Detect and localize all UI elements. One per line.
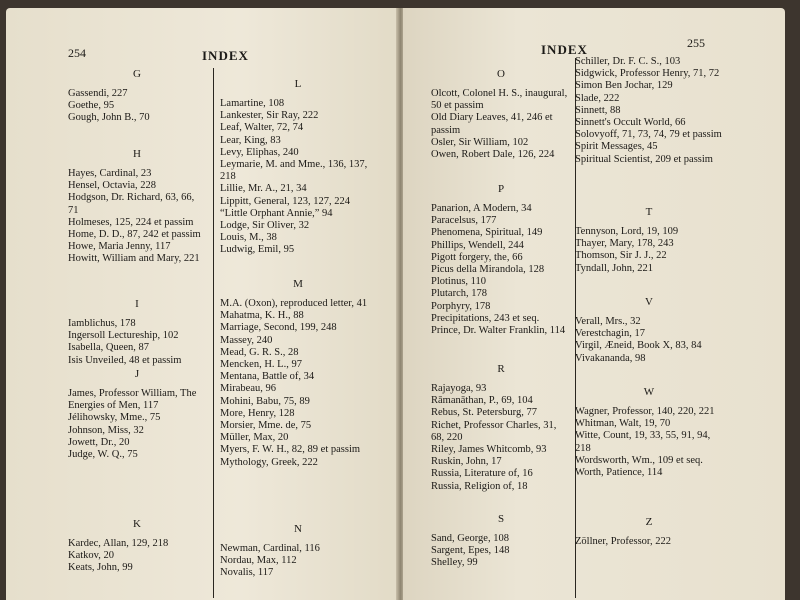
section-letter: M — [293, 278, 303, 290]
index-entry: Newman, Cardinal, 116 — [220, 543, 320, 554]
index-entry: Mencken, H. L., 97 — [220, 359, 302, 371]
index-entry: Owen, Robert Dale, 126, 224 — [431, 149, 555, 161]
index-section — [220, 278, 376, 469]
index-section — [431, 363, 571, 493]
index-entry: Lankester, Sir Ray, 222 — [220, 110, 319, 122]
index-entry: Zöllner, Professor, 222 — [575, 536, 671, 547]
index-entry: Rebus, St. Petersburg, 77 — [431, 407, 537, 419]
index-entry: Holmeses, 125, 224 et passim — [68, 216, 194, 228]
index-section — [68, 368, 206, 461]
index-entry: Louis, M., 38 — [220, 232, 277, 244]
index-entry: Russia, Religion of, 18 — [431, 480, 528, 492]
index-entry: Sinnett, 88 — [575, 104, 621, 116]
index-entry: Plutarch, 178 — [431, 288, 487, 300]
index-entry: Keats, John, 99 — [68, 562, 133, 574]
index-entry: Thayer, Mary, 178, 243 — [575, 238, 674, 250]
index-entry: Leymarie, M. and Mme., 136, 137, 218 — [220, 159, 368, 183]
index-entry: Howitt, William and Mary, 221 — [68, 253, 200, 265]
index-entry: Johnson, Miss, 32 — [68, 424, 144, 436]
section-letter: G — [133, 68, 141, 80]
index-entry: Olcott, Colonel H. S., inaugural, 50 et passim — [431, 88, 568, 112]
index-entry: Iamblichus, 178 — [68, 318, 136, 329]
index-entry: Novalis, 117 — [220, 567, 274, 579]
index-entry: Phenomena, Spiritual, 149 — [431, 227, 543, 239]
index-entry: Lodge, Sir Oliver, 32 — [220, 220, 310, 232]
index-entry: Russia, Literature of, 16 — [431, 468, 533, 480]
index-entry: “Little Orphant Annie,” 94 — [220, 207, 333, 219]
column-right-2 — [575, 56, 723, 600]
section-letter: P — [497, 183, 505, 195]
index-section — [575, 56, 723, 166]
index-entry: Mahatma, K. H., 88 — [220, 310, 304, 322]
index-entry: Mentana, Battle of, 34 — [220, 371, 315, 383]
index-entry: M.A. (Oxon), reproduced letter, 41 — [220, 298, 368, 309]
index-entry: Lamartine, 108 — [220, 98, 285, 109]
index-entry: Porphyry, 178 — [431, 300, 491, 312]
index-entry: Picus della Mirandola, 128 — [431, 264, 545, 276]
column-left-1 — [68, 68, 206, 600]
page-number-left: 254 — [68, 46, 86, 60]
section-letter: J — [134, 368, 140, 380]
index-entry: Myers, F. W. H., 82, 89 et passim — [220, 444, 361, 456]
index-entry: Hayes, Cardinal, 23 — [68, 168, 152, 179]
index-entry: Witte, Count, 19, 33, 55, 91, 94, 218 — [575, 430, 711, 454]
index-entry: Katkov, 20 — [68, 550, 114, 562]
section-letter: Z — [645, 516, 653, 528]
index-entry: Sinnett's Occult World, 66 — [575, 117, 686, 129]
index-entry: Verestchagin, 17 — [575, 328, 645, 340]
index-entry: Paracelsus, 177 — [431, 215, 497, 227]
index-entry: Wordsworth, Wm., 109 et seq. — [575, 454, 703, 466]
index-section — [575, 206, 723, 275]
index-section — [68, 298, 206, 367]
index-entry: Leaf, Walter, 72, 74 — [220, 122, 304, 134]
section-letter: W — [643, 386, 655, 398]
index-section — [431, 513, 571, 570]
index-entry: Rāmanāthan, P., 69, 104 — [431, 395, 533, 407]
index-entry: Sand, George, 108 — [431, 533, 509, 544]
page-header-left: INDEX — [202, 48, 249, 63]
index-entry: Gough, John B., 70 — [68, 112, 150, 124]
index-entry: Phillips, Wendell, 244 — [431, 239, 524, 251]
index-entry: Mirabeau, 96 — [220, 383, 276, 395]
index-entry: Levy, Eliphas, 240 — [220, 146, 299, 158]
index-entry: Solovyoff, 71, 73, 74, 79 et passim — [575, 129, 722, 141]
column-left-2 — [220, 68, 376, 600]
index-entry: Richet, Professor Charles, 31, 68, 220 — [431, 419, 557, 443]
index-section — [575, 516, 723, 548]
index-entry: Judge, W. Q., 75 — [68, 449, 138, 461]
index-entry: Riley, James Whitcomb, 93 — [431, 444, 547, 456]
index-entry: Hensel, Octavia, 228 — [68, 180, 157, 192]
index-section — [431, 183, 571, 337]
page-number-right: 255 — [687, 36, 705, 50]
index-entry: Slade, 222 — [575, 92, 620, 104]
section-letter: H — [133, 148, 141, 160]
index-entry: Old Diary Leaves, 41, 246 et passim — [431, 112, 553, 136]
index-entry: Howe, Maria Jenny, 117 — [68, 241, 171, 253]
index-entry: Simon Ben Jochar, 129 — [575, 80, 673, 92]
section-letter: R — [497, 363, 505, 375]
index-entry: Whitman, Walt, 19, 70 — [575, 418, 671, 430]
index-section — [220, 78, 376, 257]
index-entry: Tennyson, Lord, 19, 109 — [575, 226, 679, 237]
index-entry: Morsier, Mme. de, 75 — [220, 420, 312, 432]
index-entry: Hodgson, Dr. Richard, 63, 66, 71 — [68, 192, 195, 216]
index-entry: Marriage, Second, 199, 248 — [220, 322, 337, 334]
section-letter: O — [497, 68, 505, 80]
index-entry: Wagner, Professor, 140, 220, 221 — [575, 406, 715, 417]
section-letter: T — [645, 206, 653, 218]
left-page — [6, 8, 398, 600]
index-entry: Sidgwick, Professor Henry, 71, 72 — [575, 68, 720, 80]
index-entry: Prince, Dr. Walter Franklin, 114 — [431, 325, 566, 337]
right-page — [403, 8, 785, 600]
index-entry: Mead, G. R. S., 28 — [220, 346, 299, 358]
index-section — [575, 296, 723, 365]
index-entry: Virgil, Æneid, Book X, 83, 84 — [575, 340, 702, 352]
section-letter: N — [294, 523, 302, 535]
index-entry: Verall, Mrs., 32 — [575, 316, 641, 327]
column-right-1 — [431, 68, 571, 600]
index-section — [68, 148, 206, 266]
index-entry: Ingersoll Lectureship, 102 — [68, 330, 179, 342]
index-entry: Lillie, Mr. A., 21, 34 — [220, 183, 307, 195]
index-entry: Jowett, Dr., 20 — [68, 436, 130, 448]
index-entry: Sargent, Epes, 148 — [431, 545, 510, 557]
index-entry: Thomson, Sir J. J., 22 — [575, 250, 667, 262]
index-entry: Kardec, Allan, 129, 218 — [68, 538, 169, 549]
index-entry: Lippitt, General, 123, 127, 224 — [220, 195, 351, 207]
index-entry: Pigott forgery, the, 66 — [431, 251, 523, 263]
index-entry: Rajayoga, 93 — [431, 383, 487, 394]
index-entry: Tyndall, John, 221 — [575, 262, 654, 274]
index-entry: Spiritual Scientist, 209 et passim — [575, 153, 713, 165]
index-entry: Isabella, Queen, 87 — [68, 342, 150, 354]
index-entry: Gassendi, 227 — [68, 88, 128, 99]
section-letter: S — [497, 513, 505, 525]
index-entry: Isis Unveiled, 48 et passim — [68, 354, 182, 366]
index-entry: Lear, King, 83 — [220, 134, 281, 146]
section-letter: I — [135, 298, 139, 310]
index-entry: Mohini, Babu, 75, 89 — [220, 395, 310, 407]
index-section — [575, 386, 723, 479]
index-entry: Osler, Sir William, 102 — [431, 136, 529, 148]
index-entry: Jélihowsky, Mme., 75 — [68, 412, 161, 424]
index-entry: Spirit Messages, 45 — [575, 141, 658, 153]
index-entry: Nordau, Max, 112 — [220, 555, 297, 567]
index-entry: Schiller, Dr. F. C. S., 103 — [575, 56, 681, 67]
index-entry: Massey, 240 — [220, 334, 273, 346]
section-letter: K — [133, 518, 141, 530]
index-entry: Mythology, Greek, 222 — [220, 456, 318, 468]
index-entry: Shelley, 99 — [431, 557, 478, 569]
index-entry: Ludwig, Emil, 95 — [220, 244, 295, 256]
index-entry: Worth, Patience, 114 — [575, 467, 663, 479]
index-entry: James, Professor William, The Energies of Men, 117 — [68, 388, 197, 412]
column-divider — [213, 68, 214, 598]
index-entry: Plotinus, 110 — [431, 276, 487, 288]
index-entry: Goethe, 95 — [68, 100, 115, 112]
page-header-right: INDEX — [541, 42, 588, 57]
section-letter: V — [645, 296, 653, 308]
index-entry: More, Henry, 128 — [220, 407, 295, 419]
index-entry: Ruskin, John, 17 — [431, 456, 502, 468]
index-entry: Vivakananda, 98 — [575, 352, 646, 364]
index-entry: Panarion, A Modern, 34 — [431, 203, 532, 214]
index-section — [68, 518, 206, 575]
section-letter: L — [294, 78, 302, 90]
index-entry: Müller, Max, 20 — [220, 432, 289, 444]
index-section — [220, 523, 376, 580]
index-section — [431, 68, 571, 161]
index-entry: Home, D. D., 87, 242 et passim — [68, 229, 201, 241]
index-section — [68, 68, 206, 125]
index-entry: Precipitations, 243 et seq. — [431, 312, 540, 324]
